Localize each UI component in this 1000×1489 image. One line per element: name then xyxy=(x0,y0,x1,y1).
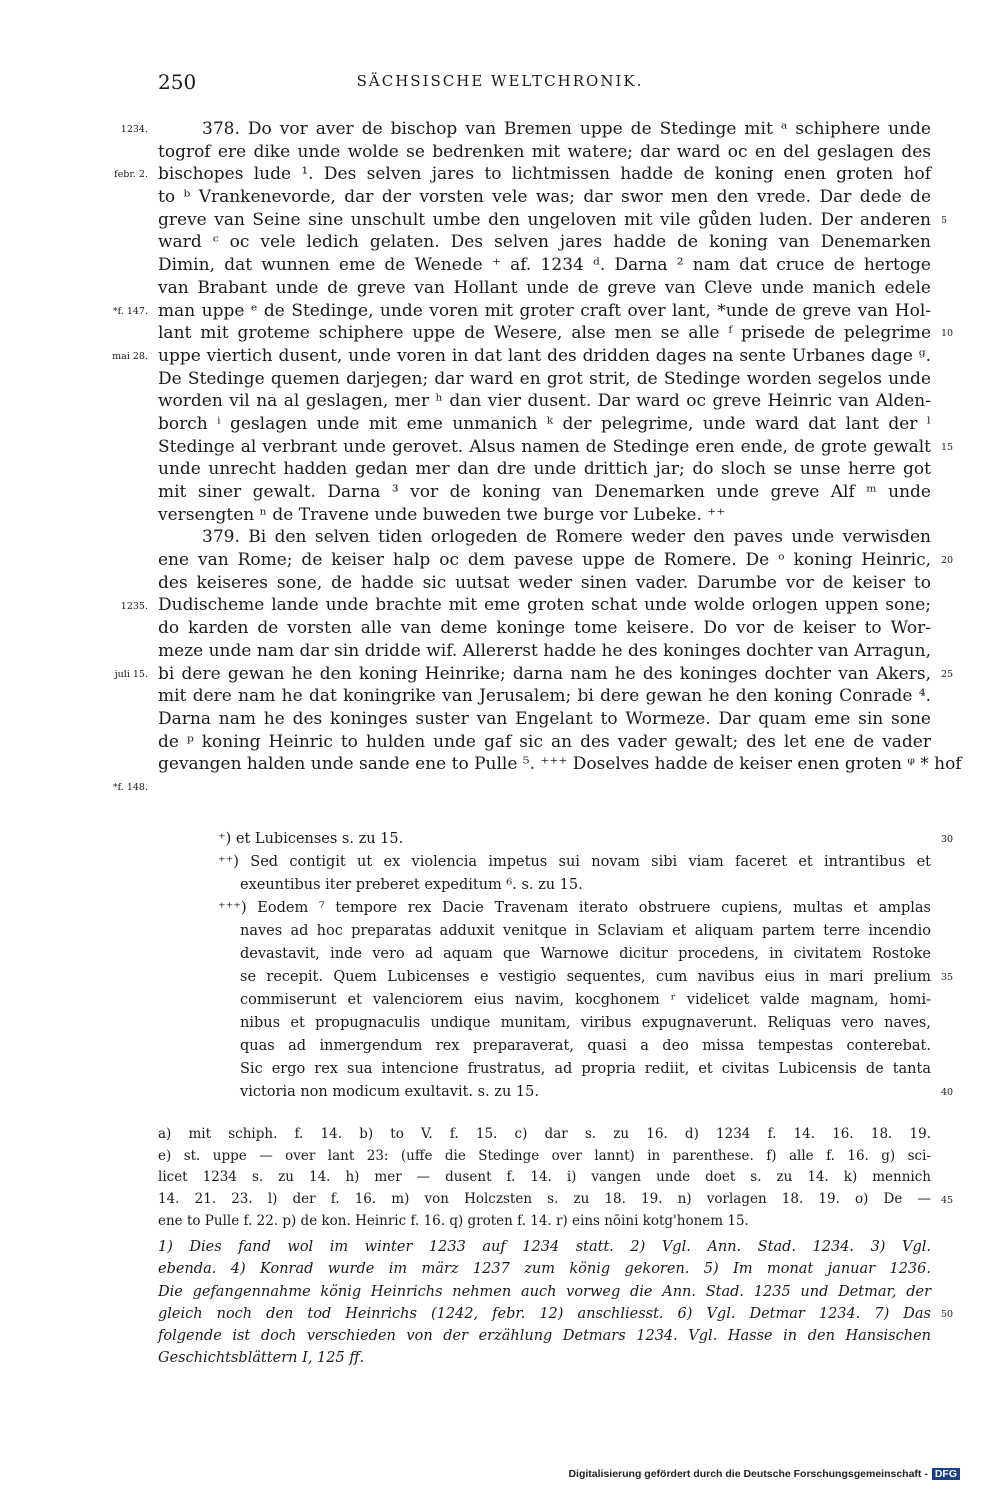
text-line: worden vil na al geslagen, mer ʰ dan vier dusent. Dar ward oc greve Heinric van Alden- xyxy=(158,391,931,412)
latin-line: ⁺) et Lubicenses s. zu 15. xyxy=(218,831,404,847)
text-line: bi dere gewan he den koning Heinrike; darna nam he des koninges dochter van Akers, xyxy=(158,663,931,684)
note-line: 1) Dies fand wol im winter 1233 auf 1234 statt. 2) Vgl. Ann. Stad. 1234. 3) Vgl. xyxy=(158,1239,931,1255)
margin-date: mai 28. xyxy=(112,351,148,362)
latin-line: ⁺⁺) Sed contigit ut ex violencia impetus sui novam sibi viam faceret et intrantibus et xyxy=(218,854,931,870)
latin-line: quas ad inmergendum rex preparaverat, quasi a deo missa tempestas conterebat. xyxy=(240,1038,931,1054)
line-number: 45 xyxy=(941,1195,954,1207)
latin-line: ⁺⁺⁺) Eodem ⁷ tempore rex Dacie Travenam iterato obstruere cupiens, multas et amplas xyxy=(218,900,931,916)
note-line: Die gefangennahme könig Heinrichs nehmen auch vorweg die Ann. Stad. 1235 und Detmar, der xyxy=(158,1283,931,1300)
text-line: bischopes lude ¹. Des selven jares to lichtmissen hadde de koning enen groten hof xyxy=(158,164,931,185)
text-line: des keiseres sone, de hadde sic uutsat weder sinen vader. Darumbe vor de keiser to xyxy=(158,572,931,593)
text-line: borch ⁱ geslagen unde mit eme unmanich ᵏ der pelegrime, unde ward dat lant der ˡ xyxy=(158,413,931,434)
critical-apparatus xyxy=(158,1124,931,1232)
line-number: 40 xyxy=(941,1087,954,1098)
editorial-notes xyxy=(158,1236,931,1370)
text-line: mit siner gewalt. Darna ³ vor de koning van Denemarken unde greve Alf ᵐ unde xyxy=(158,482,931,502)
digitization-credit xyxy=(568,1468,960,1480)
text-line: versengten ⁿ de Travene unde buweden twe burge vor Lubeke. ⁺⁺ xyxy=(158,504,726,525)
text-line: uppe viertich dusent, unde voren in dat lant des dridden dages na sente Urbanes dage ᵍ. xyxy=(158,345,931,366)
credit-text: Digitalisierung gefördert durch die Deutsche Forschungsgemeinschaft - xyxy=(568,1468,928,1480)
line-number: 25 xyxy=(941,668,954,680)
line-number: 30 xyxy=(941,834,954,845)
text-line: Stedinge al verbrant unde gerovet. Alsus namen de Stedinge eren ende, de grote gewalt xyxy=(158,436,931,457)
text-line: gevangen halden unde sande ene to Pulle ⁵. ⁺⁺⁺ Doselves hadde de keiser enen groten ᵠ * hof xyxy=(158,754,962,775)
text-line: Darna nam he des koninges suster van Engelant to Wormeze. Dar quam eme sin sone xyxy=(158,708,931,729)
text-line: unde unrecht hadden gedan mer dan dre unde drittich jar; do sloch se unse herre got xyxy=(158,459,931,480)
margin-date: 1235. xyxy=(120,600,148,612)
latin-line: devastavit, inde vero ad aquam que Warnowe dicitur procedens, in civitatem Rostoke xyxy=(240,946,931,962)
dfg-logo: DFG xyxy=(932,1468,960,1480)
latin-line: nibus et propugnaculis undique munitam, viribus expugnaverunt. Reliquas vero naves, xyxy=(240,1015,931,1031)
text-line: meze unde nam dar sin dridde wif. Allererst hadde he des koninges dochter van Arragun, xyxy=(158,640,931,661)
note-line: folgende ist doch verschieden von der erzählung Detmars 1234. Vgl. Hasse in den Hansischen xyxy=(158,1328,931,1345)
running-title: SÄCHSISCHE WELTCHRONIK. xyxy=(356,72,644,90)
latin-line: victoria non modicum exultavit. s. zu 15. xyxy=(240,1084,539,1100)
apparatus-line: e) st. uppe — over lant 23: (uffe die Stedinge over lannt) in parenthese. f) alle f. 16. g) sci- xyxy=(158,1147,931,1164)
text-line: do karden de vorsten alle van deme koninge tome keisere. Do vor de keiser to Wor- xyxy=(158,618,931,639)
margin-date: juli 15. xyxy=(114,668,148,680)
text-line: ene van Rome; de keiser halp oc dem pavese uppe de Romere. De ᵒ koning Heinric, xyxy=(158,550,931,571)
margin-date: 1234. xyxy=(120,124,148,135)
text-line: togrof ere dike unde wolde se bedrenken mit watere; dar ward oc en del geslagen des xyxy=(158,141,931,162)
text-line: greve van Seine sine unschult umbe den ungeloven mit vile gůden luden. Der anderen xyxy=(158,209,931,230)
latin-line: commiserunt et valenciorem eius navim, kocghonem ʳ videlicet valde magnam, homi- xyxy=(240,992,931,1008)
apparatus-line: a) mit schiph. f. 14. b) to V. f. 15. c) dar s. zu 16. d) 1234 f. 14. 16. 18. 19. xyxy=(158,1126,931,1142)
text-line: Dimin, dat wunnen eme de Wenede ⁺ af. 1234 ᵈ. Darna ² nam dat cruce de hertoge xyxy=(158,255,931,276)
latin-footnotes xyxy=(218,828,931,1104)
text-line: de ᵖ koning Heinric to hulden unde gaf sic an des vader gewalt; des let ene de vader xyxy=(158,731,931,752)
apparatus-line: licet 1234 s. zu 14. h) mer — dusent f. 14. i) vangen unde doet s. zu 14. k) mennich xyxy=(158,1169,931,1186)
note-line: Geschichtsblättern I, 125 ff. xyxy=(158,1350,365,1367)
line-number: 15 xyxy=(941,441,954,453)
line-number: 20 xyxy=(941,555,954,567)
text-line: 378. Do vor aver de bischop van Bremen uppe de Stedinge mit ᵃ schiphere unde xyxy=(202,119,931,139)
text-line: De Stedinge quemen darjegen; dar ward en grot strit, de Stedinge worden segelos unde xyxy=(158,368,931,389)
text-line: ward ᶜ oc vele ledich gelaten. Des selven jares hadde de koning van Denemarken xyxy=(158,232,931,253)
apparatus-line: ene to Pulle f. 22. p) de kon. Heinric f. 16. q) groten f. 14. r) eins nōini kotg'honem 15. xyxy=(158,1212,749,1229)
margin-date: *f. 148. xyxy=(112,782,148,794)
text-line: to ᵇ Vrankenevorde, dar der vorsten vele was; dar swor men den vrede. Dar dede de xyxy=(158,187,931,208)
note-line: ebenda. 4) Konrad wurde im märz 1237 zum könig gekoren. 5) Im monat januar 1236. xyxy=(158,1261,931,1278)
line-number: 35 xyxy=(941,972,954,983)
margin-date: febr. 2. xyxy=(114,169,148,181)
margin-date: *f. 147. xyxy=(112,305,148,317)
text-line: mit dere nam he dat koningrike van Jerusalem; bi dere gewan he den koning Conrade ⁴. xyxy=(158,686,931,707)
text-line: man uppe ᵉ de Stedinge, unde voren mit groter craft over lant, *unde de greve van Hol- xyxy=(158,300,931,321)
text-line: lant mit groteme schiphere uppe de Wesere, alse men se alle ᶠ prisede de pelegrime xyxy=(158,323,931,344)
latin-line: naves ad hoc preparatas adduxit venitque in Sclaviam et aliquam partem terre incendio xyxy=(240,923,931,939)
page-number: 250 xyxy=(158,70,197,94)
line-number: 50 xyxy=(941,1308,954,1320)
text-line: 379. Bi den selven tiden orlogeden de Romere weder den paves unde verwisden xyxy=(202,527,931,548)
latin-line: Sic ergo rex sua intencione frustratus, ad propria rediit, et civitas Lubicensis de tanta xyxy=(240,1061,931,1077)
apparatus-line: 14. 21. 23. l) der f. 16. m) von Holczsten s. zu 18. 19. n) vorlagen 18. 19. o) De — xyxy=(158,1191,931,1208)
latin-line: se recepit. Quem Lubicenses e vestigio sequentes, cum navibus eius in mari prelium xyxy=(240,969,931,985)
text-line: van Brabant unde de greve van Hollant unde de greve van Cleve unde manich edele xyxy=(158,277,931,298)
text-line: Dudischeme lande unde brachte mit eme groten schat unde wolde orlogen uppen sone; xyxy=(158,595,931,616)
latin-line: exeuntibus iter preberet expeditum ⁶. s. zu 15. xyxy=(240,877,583,893)
note-line: gleich noch den tod Heinrichs (1242, febr. 12) anschliesst. 6) Vgl. Detmar 1234. 7) Das xyxy=(158,1305,931,1322)
line-number: 10 xyxy=(941,328,954,340)
line-number: 5 xyxy=(941,214,948,226)
